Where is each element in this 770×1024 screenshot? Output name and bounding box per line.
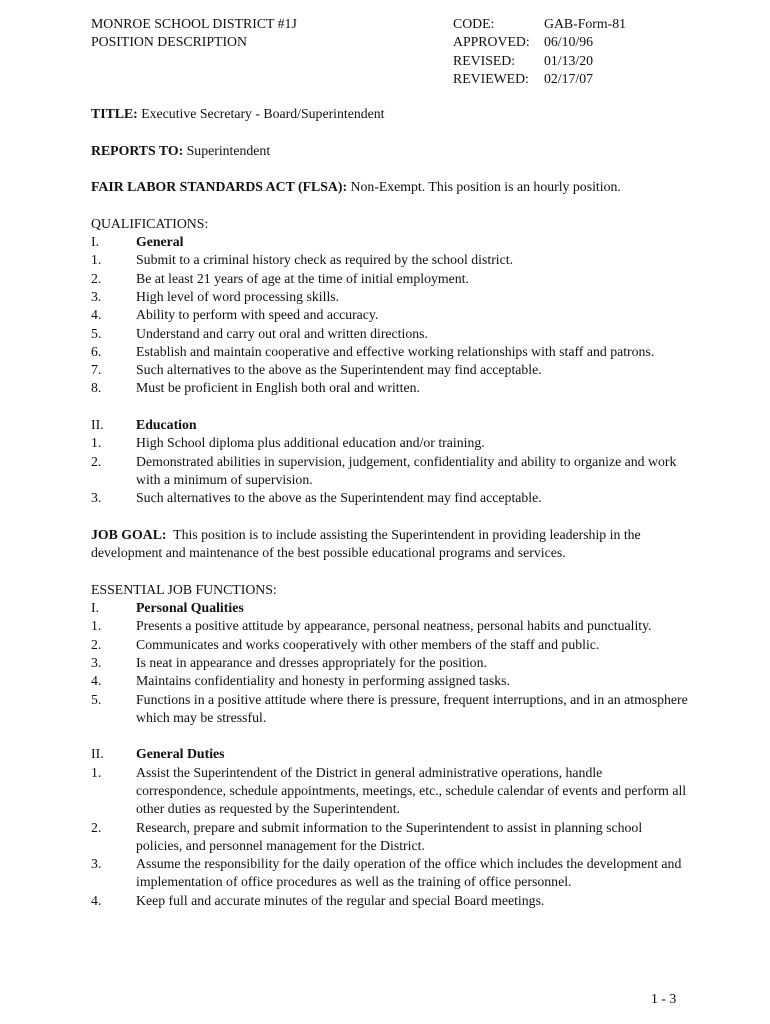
job-goal-text: This position is to include assisting the Superintendent in providing leadership in the development and maintenance of the best possible educational programs and services. — [91, 526, 641, 561]
item-text: Submit to a criminal history check as required by the school district. — [136, 252, 514, 268]
qualifications-general-list — [91, 251, 691, 397]
item-text: Functions in a positive attitude where there is pressure, frequent interruptions, and in an atmosphere which may be stressful. — [136, 691, 688, 725]
item-number: 5. — [91, 691, 102, 707]
job-goal-paragraph — [91, 526, 691, 563]
qualifications-general-heading-row — [91, 233, 691, 251]
item-number: 4. — [91, 307, 102, 323]
list-item — [91, 251, 691, 269]
code-row — [453, 15, 626, 33]
title-line — [91, 105, 691, 123]
reviewed-row — [453, 70, 626, 88]
item-number: 3. — [91, 654, 102, 670]
item-number: 5. — [91, 325, 102, 341]
item-text: High School diploma plus additional education and/or training. — [136, 435, 485, 451]
item-number: 8. — [91, 380, 102, 396]
approved-row — [453, 33, 626, 51]
list-item — [91, 764, 691, 819]
list-item — [91, 343, 691, 361]
item-text: Presents a positive attitude by appearance, personal neatness, personal habits and punctuality. — [136, 618, 652, 634]
item-number: 3. — [91, 856, 102, 872]
item-text: Maintains confidentiality and honesty in performing assigned tasks. — [136, 673, 510, 689]
general-duties-heading: General Duties — [136, 746, 225, 762]
item-number: 2. — [91, 270, 102, 286]
list-item — [91, 306, 691, 324]
revised-row — [453, 52, 626, 70]
qualifications-education-heading-row — [91, 416, 691, 434]
document-header — [91, 15, 691, 93]
reviewed-value: 02/17/07 — [544, 70, 594, 86]
item-number: 4. — [91, 673, 102, 689]
list-item — [91, 453, 691, 490]
revised-value: 01/13/20 — [544, 52, 594, 68]
item-text: Such alternatives to the above as the Superintendent may find acceptable. — [136, 362, 542, 378]
item-number: 2. — [91, 453, 102, 469]
item-text: Such alternatives to the above as the Superintendent may find acceptable. — [136, 490, 542, 506]
item-number: 1. — [91, 764, 102, 780]
general-duties-list — [91, 764, 691, 910]
qualifications-heading: QUALIFICATIONS: — [91, 215, 209, 231]
item-number: 1. — [91, 252, 102, 268]
general-heading: General — [136, 234, 184, 250]
item-number: 2. — [91, 636, 102, 652]
job-goal-label: JOB GOAL: — [91, 526, 167, 542]
list-item — [91, 855, 691, 892]
item-text: Ability to perform with speed and accuracy. — [136, 307, 379, 323]
flsa-label: FAIR LABOR STANDARDS ACT (FLSA): — [91, 179, 348, 195]
general-duties-heading-row — [91, 745, 691, 763]
item-number: 3. — [91, 288, 102, 304]
essential-functions-heading: ESSENTIAL JOB FUNCTIONS: — [91, 581, 277, 597]
list-item — [91, 361, 691, 379]
qualifications-education-list — [91, 434, 691, 507]
item-number: 4. — [91, 892, 102, 908]
approved-value: 06/10/96 — [544, 34, 594, 50]
item-number: 6. — [91, 343, 102, 359]
list-item — [91, 691, 691, 728]
item-text: Assume the responsibility for the daily operation of the office which includes the development and implementation of office procedures as well as the training of office personnel. — [136, 856, 682, 890]
list-item — [91, 434, 691, 452]
district-name: MONROE SCHOOL DISTRICT #1J — [91, 16, 297, 31]
roman-numeral: I. — [91, 600, 100, 616]
personal-qualities-list — [91, 617, 691, 727]
item-number: 1. — [91, 435, 102, 451]
item-text: Communicates and works cooperatively with other members of the staff and public. — [136, 636, 600, 652]
list-item — [91, 672, 691, 690]
flsa-line — [91, 178, 691, 196]
item-text: Research, prepare and submit information to the Superintendent to assist in planning school policies, and personnel management for the District. — [136, 819, 643, 853]
list-item — [91, 288, 691, 306]
reports-to-line — [91, 142, 691, 160]
list-item — [91, 617, 691, 635]
title-label: TITLE: — [91, 106, 138, 121]
code-value: GAB-Form-81 — [544, 16, 627, 31]
code-label: CODE: — [453, 16, 495, 31]
reports-to-label: REPORTS TO: — [91, 142, 184, 158]
item-number: 2. — [91, 819, 102, 835]
document-page — [91, 15, 691, 910]
header-left — [91, 15, 297, 52]
roman-numeral: I. — [91, 234, 100, 250]
list-item — [91, 654, 691, 672]
list-item — [91, 379, 691, 397]
reports-to-value: Superintendent — [186, 142, 271, 158]
list-item — [91, 819, 691, 856]
item-text: Understand and carry out oral and written directions. — [136, 325, 428, 341]
education-heading: Education — [136, 417, 197, 433]
item-text: Keep full and accurate minutes of the regular and special Board meetings. — [136, 892, 545, 908]
list-item — [91, 489, 691, 507]
item-number: 3. — [91, 490, 102, 506]
item-text: Assist the Superintendent of the District in general administrative operations, handle correspondence, schedule appointments, meetings, etc., schedule calendar of events and perform all other duties as requested by the Superintendent. — [136, 764, 687, 817]
personal-qualities-heading-row — [91, 599, 691, 617]
item-text: Demonstrated abilities in supervision, judgement, confidentiality and ability to organize and work with a minimum of supervision. — [136, 453, 677, 487]
list-item — [91, 325, 691, 343]
document-type: POSITION DESCRIPTION — [91, 34, 247, 50]
roman-numeral: II. — [91, 417, 104, 433]
item-number: 1. — [91, 618, 102, 634]
item-text: Must be proficient in English both oral and written. — [136, 380, 420, 396]
personal-qualities-heading: Personal Qualities — [136, 600, 244, 616]
approved-label: APPROVED: — [453, 34, 530, 50]
roman-numeral: II. — [91, 746, 104, 762]
item-text: Be at least 21 years of age at the time of initial employment. — [136, 270, 469, 286]
item-text: Establish and maintain cooperative and effective working relationships with staff and patrons. — [136, 343, 655, 359]
title-value: Executive Secretary - Board/Superintendent — [141, 106, 385, 121]
item-number: 7. — [91, 362, 102, 378]
list-item — [91, 636, 691, 654]
list-item — [91, 892, 691, 910]
revised-label: REVISED: — [453, 52, 516, 68]
flsa-value: Non-Exempt. This position is an hourly position. — [350, 179, 621, 195]
item-text: High level of word processing skills. — [136, 288, 340, 304]
item-text: Is neat in appearance and dresses appropriately for the position. — [136, 654, 487, 670]
list-item — [91, 270, 691, 288]
reviewed-label: REVIEWED: — [453, 70, 529, 86]
header-right — [453, 15, 626, 88]
page-number: 1 - 3 — [651, 991, 677, 1006]
